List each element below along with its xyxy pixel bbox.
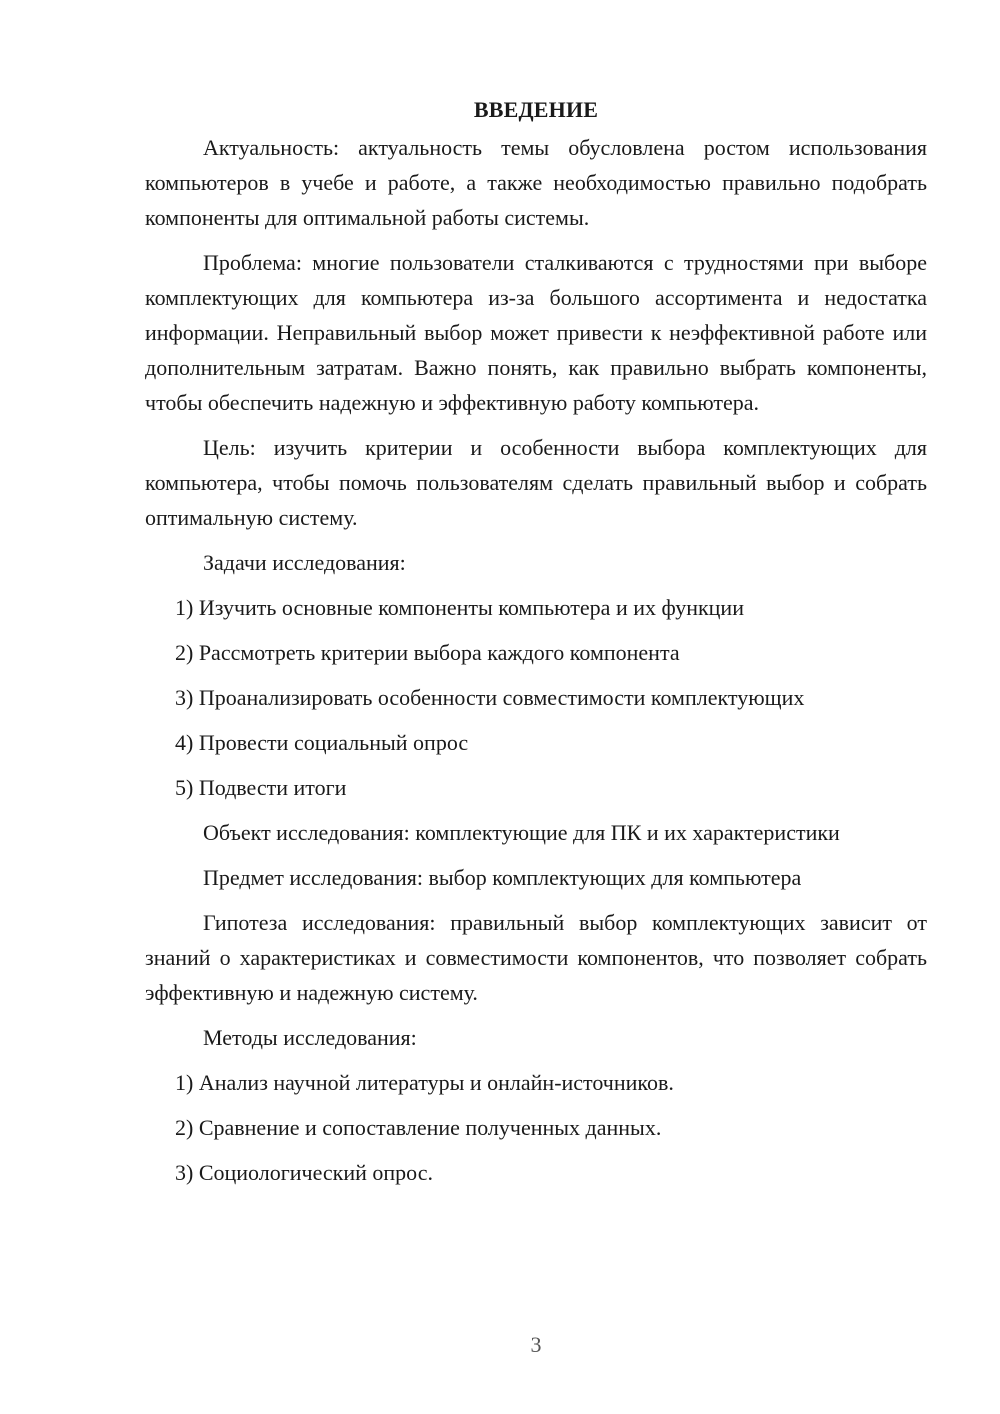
tasks-list bbox=[145, 590, 927, 805]
list-item: 3) Социологический опрос. bbox=[175, 1160, 433, 1185]
list-item: 3) Проанализировать особенности совместимости комплектующих bbox=[175, 685, 805, 710]
object-paragraph: Объект исследования: комплектующие для ПК и их характеристики bbox=[203, 820, 840, 845]
list-item: 5) Подвести итоги bbox=[175, 775, 347, 800]
list-item: 1) Анализ научной литературы и онлайн-источников. bbox=[175, 1070, 674, 1095]
section-title: ВВЕДЕНИЕ bbox=[473, 97, 599, 122]
problem-paragraph: Проблема: многие пользователи сталкиваются с трудностями при выборе комплектующих для компьютера из-за большого ассортимента и недостатка информации. Неправильный выбор может привести к неэффективной работе или дополнительным затратам. Важно понять, как правильно выбрать компоненты, чтобы обеспечить надежную и эффективную работу компьютера. bbox=[145, 250, 927, 415]
page-number: 3 bbox=[530, 1332, 542, 1357]
relevance-paragraph: Актуальность: актуальность темы обусловлена ростом использования компьютеров в учебе и работе, а также необходимостью правильно подобрать компоненты для оптимальной работы системы. bbox=[145, 135, 927, 230]
methods-list bbox=[145, 1065, 927, 1190]
tasks-heading: Задачи исследования: bbox=[203, 550, 406, 575]
list-item: 1) Изучить основные компоненты компьютера и их функции bbox=[175, 595, 744, 620]
methods-heading: Методы исследования: bbox=[203, 1025, 417, 1050]
list-item: 2) Сравнение и сопоставление полученных данных. bbox=[175, 1115, 662, 1140]
goal-paragraph: Цель: изучить критерии и особенности выбора комплектующих для компьютера, чтобы помочь пользователям сделать правильный выбор и собрать оптимальную систему. bbox=[145, 435, 927, 530]
subject-paragraph: Предмет исследования: выбор комплектующих для компьютера bbox=[203, 865, 802, 890]
list-item: 2) Рассмотреть критерии выбора каждого компонента bbox=[175, 640, 680, 665]
page-content bbox=[145, 92, 927, 1190]
hypothesis-paragraph: Гипотеза исследования: правильный выбор комплектующих зависит от знаний о характеристиках и совместимости компонентов, что позволяет собрать эффективную и надежную систему. bbox=[145, 910, 927, 1005]
list-item: 4) Провести социальный опрос bbox=[175, 730, 469, 755]
